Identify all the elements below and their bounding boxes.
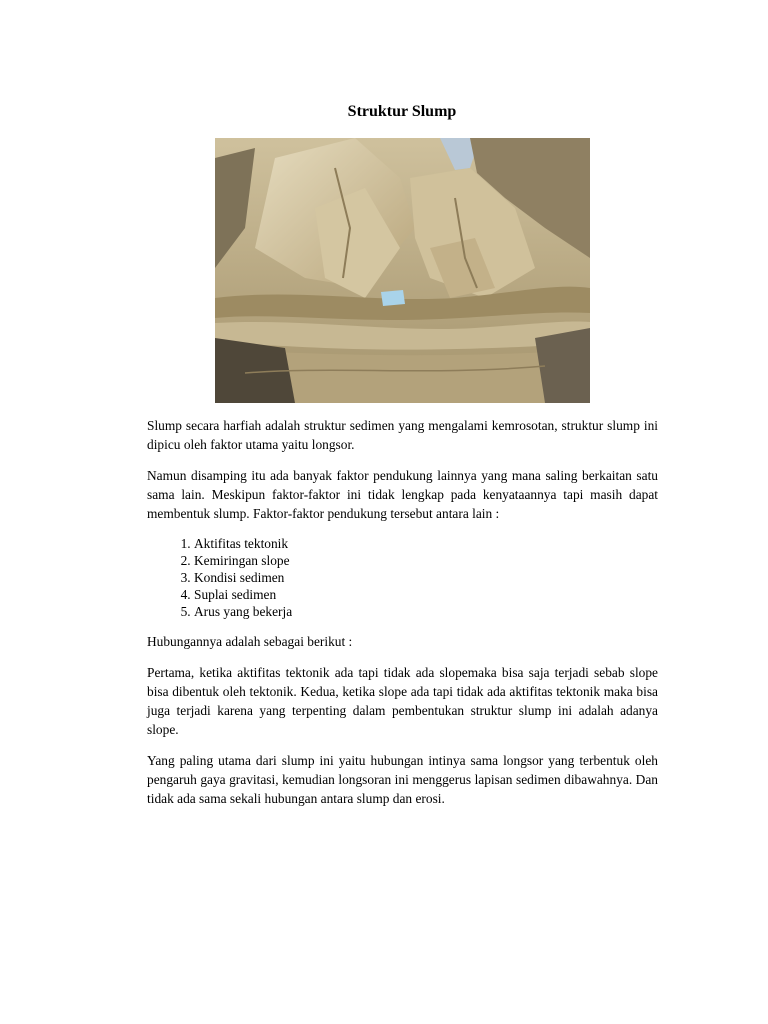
paragraph: Namun disamping itu ada banyak faktor pendukung lainnya yang mana saling berkaitan satu sama lain. Meskipun faktor-faktor ini tidak lengkap pada kenyataannya tapi masih dapat membentuk slump. Faktor-faktor pendukung tersebut antara lain : [147, 468, 658, 521]
list-item: 2. Kemiringan slope [194, 552, 658, 569]
document-title: Struktur Slump [347, 103, 457, 120]
rock-outcrop-illustration [215, 138, 590, 403]
paragraph: Yang paling utama dari slump ini yaitu hubungan intinya sama longsor yang terbentuk oleh pengaruh gaya gravitasi, kemudian longsoran ini menggerus lapisan sedimen dibawahnya. Dan tidak ada sama sekali hubungan antara slump dan erosi. [147, 753, 658, 806]
list-item: 1. Aktifitas tektonik [194, 535, 658, 552]
paragraph: Hubungannya adalah sebagai berikut : [147, 634, 353, 649]
slump-outcrop-photo [215, 138, 590, 403]
list-item: 4. Suplai sedimen [194, 586, 658, 603]
factor-list [147, 535, 658, 620]
list-item: 3. Kondisi sedimen [194, 569, 658, 586]
list-item: 5. Arus yang bekerja [194, 603, 658, 620]
document-body [147, 416, 658, 820]
scale-card [381, 290, 405, 306]
paragraph: Pertama, ketika aktifitas tektonik ada tapi tidak ada slopemaka bisa saja terjadi sebab slope bisa dibentuk oleh tektonik. Kedua, ketika slope ada tapi tidak ada aktifitas tektonik maka bisa juga terjadi karena yang terpenting dalam pembentukan struktur slump ini adalah adanya slope. [147, 665, 658, 737]
paragraph: Slump secara harfiah adalah struktur sedimen yang mengalami kemrosotan, struktur slump ini dipicu oleh faktor utama yaitu longsor. [147, 418, 658, 452]
